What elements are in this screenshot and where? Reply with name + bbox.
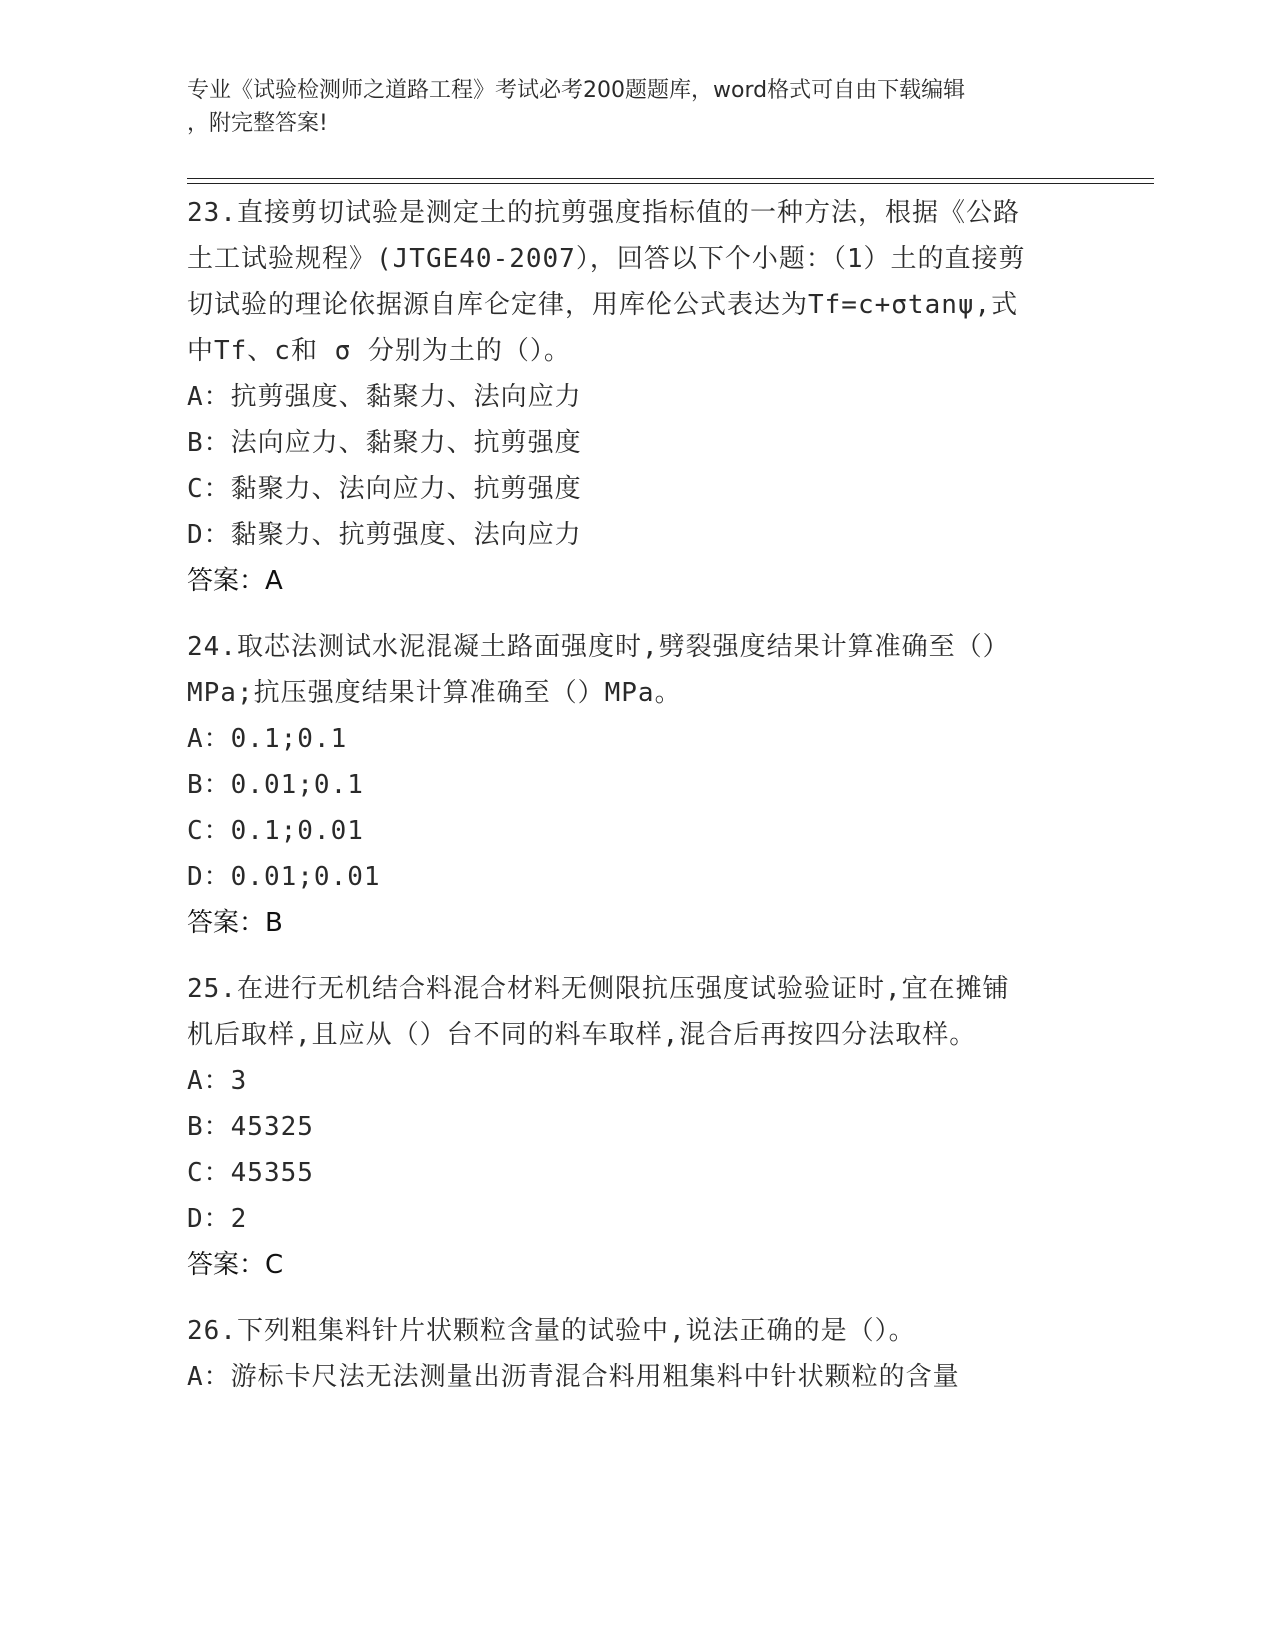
option-c: C：45355 (187, 1158, 314, 1188)
stem-line: 25.在进行无机结合料混合材料无侧限抗压强度试验验证时,宜在摊铺 (187, 974, 1010, 1004)
header-divider-top (187, 178, 1154, 179)
option-d: D：0.01;0.01 (187, 862, 381, 892)
header-line-2: ，附完整答案! (187, 111, 328, 136)
option-a: A：抗剪强度、黏聚力、法向应力 (187, 382, 582, 412)
answer: 答案：A (187, 566, 283, 596)
question-stem (187, 966, 1087, 1058)
option-c: C：黏聚力、法向应力、抗剪强度 (187, 474, 582, 504)
option-d: D：黏聚力、抗剪强度、法向应力 (187, 520, 582, 550)
stem-line: 土工试验规程》(JTGE40-2007），回答以下个小题：（1）土的直接剪 (187, 244, 1026, 274)
question-25 (187, 966, 1087, 1288)
option-a: A：0.1;0.1 (187, 724, 348, 754)
document-header (187, 74, 1067, 140)
option-b: B：45325 (187, 1112, 314, 1142)
stem-line: 切试验的理论依据源自库仑定律，用库伦公式表达为Tf=c+σtanψ,式 (187, 290, 1019, 320)
question-stem (187, 190, 1087, 374)
stem-line: 24.取芯法测试水泥混凝土路面强度时,劈裂强度结果计算准确至（） (187, 632, 1010, 662)
answer: 答案：B (187, 908, 283, 938)
question-23 (187, 190, 1087, 604)
question-24 (187, 624, 1087, 946)
stem-line: MPa;抗压强度结果计算准确至（）MPa。 (187, 678, 682, 708)
option-b: B：法向应力、黏聚力、抗剪强度 (187, 428, 582, 458)
header-divider-bottom (187, 183, 1154, 184)
option-a: A：游标卡尺法无法测量出沥青混合料用粗集料中针状颗粒的含量 (187, 1362, 960, 1392)
answer: 答案：C (187, 1250, 284, 1280)
question-stem (187, 1308, 1087, 1354)
option-c: C：0.1;0.01 (187, 816, 364, 846)
option-a: A：3 (187, 1066, 248, 1096)
question-list (187, 190, 1087, 1420)
stem-line: 23.直接剪切试验是测定土的抗剪强度指标值的一种方法，根据《公路 (187, 198, 1020, 228)
stem-line: 26.下列粗集料针片状颗粒含量的试验中,说法正确的是（）。 (187, 1316, 916, 1346)
question-26 (187, 1308, 1087, 1400)
header-line-1: 专业《试验检测师之道路工程》考试必考200题题库，word格式可自由下载编辑 (187, 78, 966, 103)
option-b: B：0.01;0.1 (187, 770, 364, 800)
question-stem (187, 624, 1087, 716)
stem-line: 中Tf、c和 σ 分别为土的（）。 (187, 336, 571, 366)
stem-line: 机后取样,且应从（）台不同的料车取样,混合后再按四分法取样。 (187, 1020, 977, 1050)
option-d: D：2 (187, 1204, 248, 1234)
